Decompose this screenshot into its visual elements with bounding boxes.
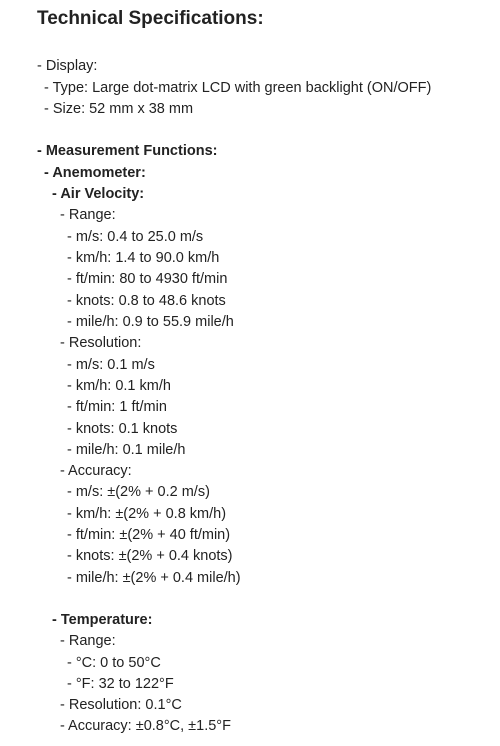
list-item: - m/s: 0.1 m/s	[67, 357, 155, 373]
list-item: - knots: ±(2% + 0.4 knots)	[67, 548, 233, 564]
list-item: - knots: 0.1 knots	[67, 421, 178, 437]
list-item: - °F: 32 to 122°F	[67, 676, 174, 692]
list-item: - km/h: 0.1 km/h	[67, 378, 171, 394]
display-size: - Size: 52 mm x 38 mm	[44, 101, 194, 117]
air-velocity-range-heading: - Range:	[60, 207, 116, 223]
list-item: - ft/min: ±(2% + 40 ft/min)	[67, 527, 231, 543]
list-item: - ft/min: 1 ft/min	[67, 399, 167, 415]
list-item: - °C: 0 to 50°C	[67, 655, 161, 671]
list-item: - mile/h: 0.1 mile/h	[67, 442, 186, 458]
list-item: - ft/min: 80 to 4930 ft/min	[67, 271, 228, 287]
display-heading: - Display:	[37, 58, 98, 74]
page-title: Technical Specifications:	[37, 8, 264, 29]
list-item: - m/s: ±(2% + 0.2 m/s)	[67, 484, 210, 500]
measurement-functions-heading: - Measurement Functions:	[37, 143, 218, 159]
temperature-resolution: - Resolution: 0.1°C	[60, 697, 182, 713]
list-item: - m/s: 0.4 to 25.0 m/s	[67, 229, 204, 245]
display-type: - Type: Large dot-matrix LCD with green backlight (ON/OFF)	[44, 80, 432, 96]
air-velocity-heading: - Air Velocity:	[52, 186, 145, 202]
list-item: - mile/h: 0.9 to 55.9 mile/h	[67, 314, 234, 330]
air-velocity-accuracy-heading: - Accuracy:	[60, 463, 132, 479]
list-item: - km/h: ±(2% + 0.8 km/h)	[67, 506, 227, 522]
air-velocity-resolution-heading: - Resolution:	[60, 335, 142, 351]
temperature-range-heading: - Range:	[60, 633, 116, 649]
anemometer-heading: - Anemometer:	[44, 165, 146, 181]
list-item: - knots: 0.8 to 48.6 knots	[67, 293, 226, 309]
temperature-heading: - Temperature:	[52, 612, 153, 628]
temperature-accuracy: - Accuracy: ±0.8°C, ±1.5°F	[60, 718, 231, 734]
list-item: - mile/h: ±(2% + 0.4 mile/h)	[67, 570, 241, 586]
list-item: - km/h: 1.4 to 90.0 km/h	[67, 250, 220, 266]
